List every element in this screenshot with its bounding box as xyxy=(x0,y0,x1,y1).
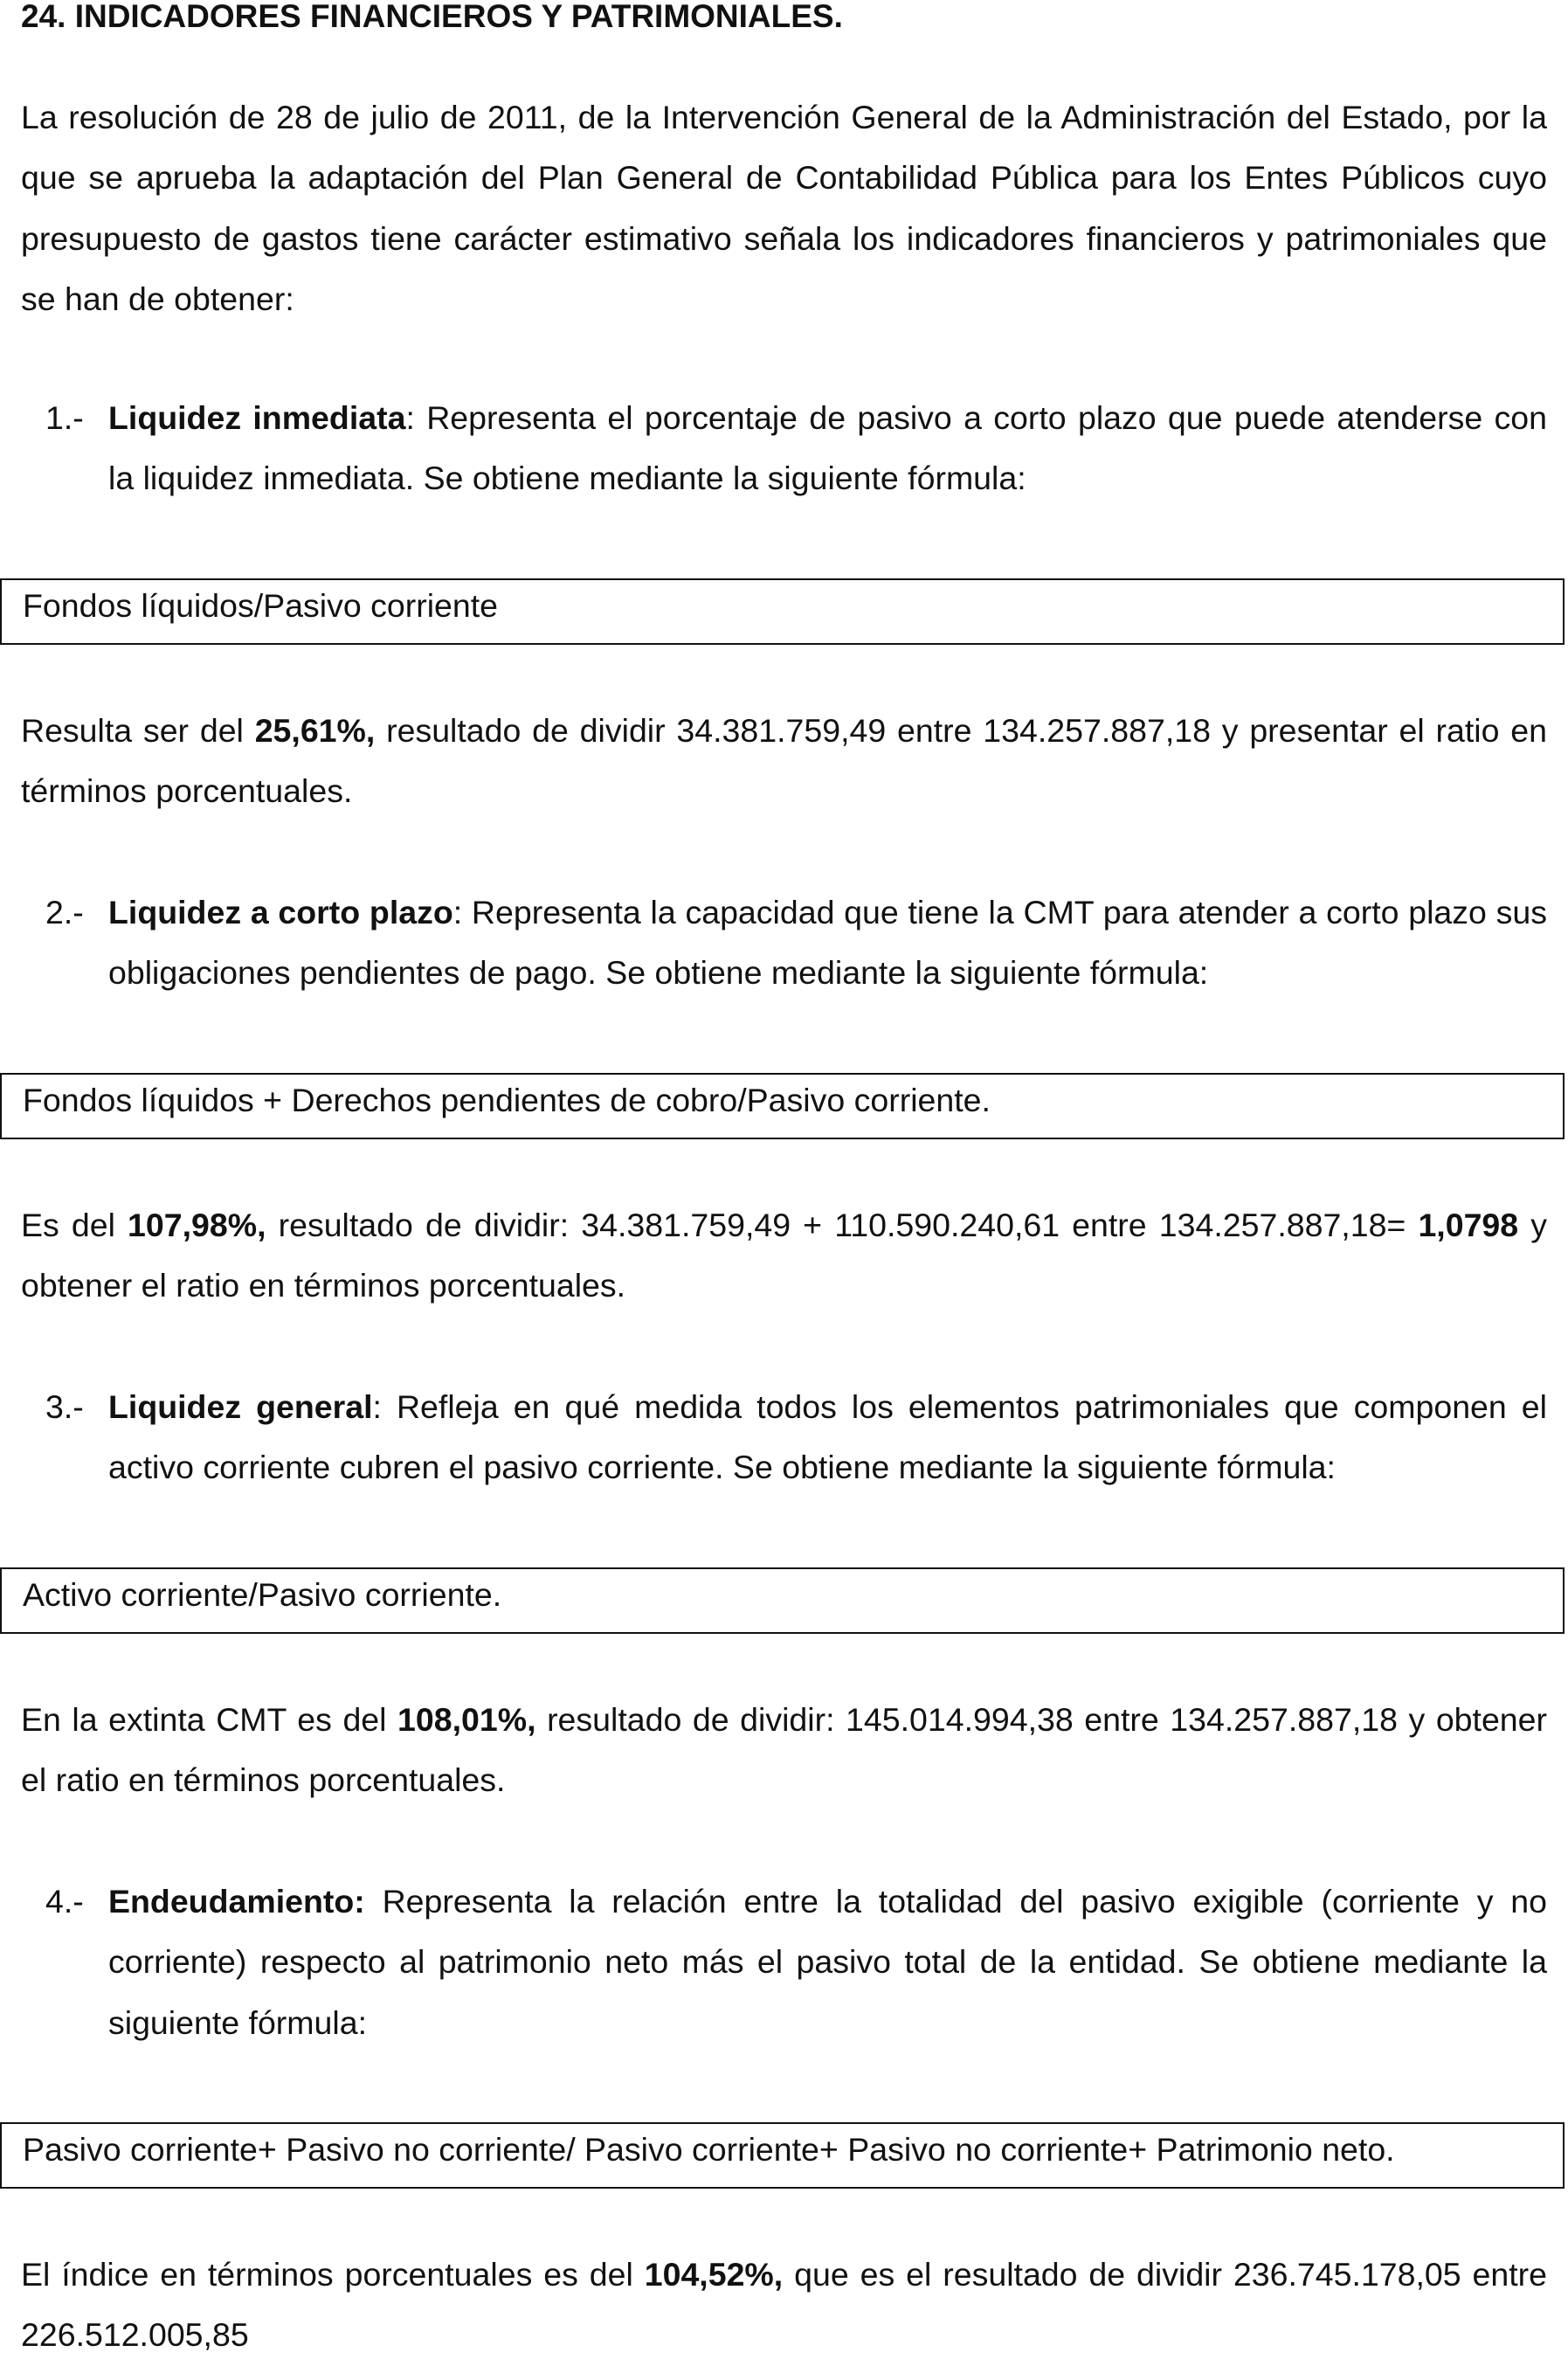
result-paragraph-3 xyxy=(21,1690,1547,1811)
result-text: Resulta ser del xyxy=(21,712,255,749)
item-term: Liquidez a corto plazo xyxy=(108,894,453,930)
result-text: que es el resultado de dividir 236.745.178,05 entre 226.512.005,85 xyxy=(21,2256,1547,2354)
result-ratio: 1,0798 xyxy=(1418,1207,1519,1243)
result-text: resultado de dividir 34.381.759,49 entre 134.257.887,18 y presentar el ratio en términos porcentuales. xyxy=(21,712,1547,810)
formula-text: Fondos líquidos + Derechos pendientes de cobro/Pasivo corriente. xyxy=(23,1082,991,1118)
formula-box-3 xyxy=(0,1567,1565,1634)
result-value: 108,01%, xyxy=(397,1701,536,1738)
result-text: En la extinta CMT es del xyxy=(21,1701,398,1738)
result-text: El índice en términos porcentuales es del xyxy=(21,2256,645,2293)
item-term: Liquidez inmediata xyxy=(108,399,406,436)
result-text: resultado de dividir: 34.381.759,49 + 110.590.240,61 entre 134.257.887,18= xyxy=(266,1207,1419,1243)
formula-text: Activo corriente/Pasivo corriente. xyxy=(23,1576,502,1613)
indicator-item-4 xyxy=(21,1871,1547,2053)
result-text: resultado de dividir: 145.014.994,38 entre 134.257.887,18 y obtener el ratio en términos porcentuales. xyxy=(21,1701,1548,1799)
formula-box-4 xyxy=(0,2122,1565,2189)
item-term: Liquidez general xyxy=(108,1388,373,1425)
section-heading: 24. INDICADORES FINANCIEROS Y PATRIMONIALES. xyxy=(21,0,843,34)
indicator-item-3 xyxy=(21,1377,1547,1498)
item-text xyxy=(108,882,1547,1004)
item-number: 3.- xyxy=(45,1388,84,1425)
item-text xyxy=(108,388,1547,509)
item-description: : Refleja en qué medida todos los elementos patrimoniales que componen el activo corriente cubren el pasivo corriente. Se obtiene mediante la siguiente fórmula: xyxy=(108,1388,1547,1486)
indicator-item-2 xyxy=(21,882,1547,1004)
result-paragraph-1 xyxy=(21,701,1547,822)
formula-text: Pasivo corriente+ Pasivo no corriente/ Pasivo corriente+ Pasivo no corriente+ Patrimonio neto. xyxy=(23,2131,1395,2168)
result-value: 107,98%, xyxy=(128,1207,266,1243)
indicator-item-1 xyxy=(21,388,1547,509)
item-description: : Representa la capacidad que tiene la CMT para atender a corto plazo sus obligaciones pendientes de pago. Se obtiene mediante la siguiente fórmula: xyxy=(108,894,1547,992)
formula-box-2 xyxy=(0,1073,1565,1139)
intro-paragraph: La resolución de 28 de julio de 2011, de la Intervención General de la Administración del Estado, por la que se aprueba la adaptación del Plan General de Contabilidad Pública para los Entes Públicos cuyo presupuesto de gastos tiene carácter estimativo señala los indicadores financieros y patrimoniales que se han de obtener: xyxy=(21,99,1547,317)
result-value: 25,61%, xyxy=(254,712,376,749)
item-term: Endeudamiento: xyxy=(108,1883,365,1920)
item-text xyxy=(108,1377,1547,1498)
item-description: : Representa el porcentaje de pasivo a corto plazo que puede atenderse con la liquidez inmediata. Se obtiene mediante la siguiente fórmula: xyxy=(108,399,1547,497)
item-description: Representa la relación entre la totalidad del pasivo exigible (corriente y no corriente) respecto al patrimonio neto más el pasivo total de la entidad. Se obtiene mediante la siguiente fórmula: xyxy=(108,1883,1547,2041)
result-text: y obtener el ratio en términos porcentuales. xyxy=(21,1207,1547,1304)
result-paragraph-4 xyxy=(21,2245,1547,2366)
item-text xyxy=(108,1871,1547,2053)
item-number: 2.- xyxy=(45,894,84,930)
formula-box-1 xyxy=(0,578,1565,645)
result-paragraph-2 xyxy=(21,1195,1547,1317)
item-number: 4.- xyxy=(45,1883,84,1920)
result-text: Es del xyxy=(21,1207,128,1243)
formula-text: Fondos líquidos/Pasivo corriente xyxy=(23,587,499,624)
item-number: 1.- xyxy=(45,399,84,436)
result-value: 104,52%, xyxy=(644,2256,784,2293)
